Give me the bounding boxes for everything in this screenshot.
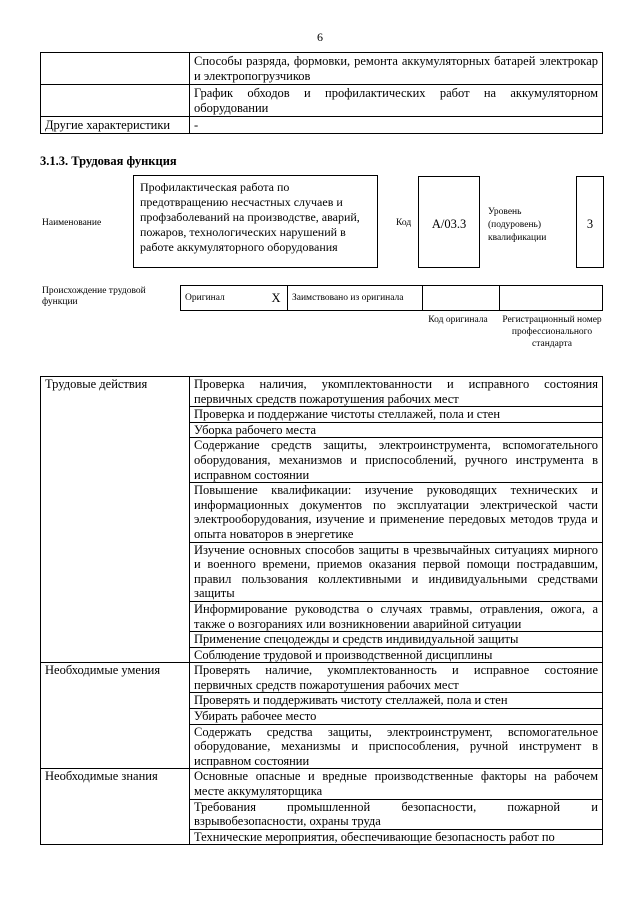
level-box: 3: [576, 176, 604, 268]
list-item: Требования промышленной безопасности, пожарной и взрывобезопасности, охраны труда: [190, 799, 603, 829]
code-box: А/03.3: [418, 176, 480, 268]
original-label: Оригинал: [181, 286, 266, 311]
list-item: Содержать средства защиты, электроинструмент, вспомогательное оборудование, механизмы и приспособления, ручной инструмент в исправном состоянии: [190, 724, 603, 769]
list-item: Содержание средств защиты, электроинструмента, вспомогательного оборудования, механизмов и приспособлений, ручного инструмента в исправном состоянии: [190, 438, 603, 483]
row-text: График обходов и профилактических работ на аккумуляторном оборудовании: [190, 85, 603, 117]
list-item: Соблюдение трудовой и производственной дисциплины: [190, 647, 603, 663]
name-label: Наименование: [42, 218, 102, 228]
list-item: Проверять и поддерживать чистоту стеллажей, пола и стен: [190, 693, 603, 709]
main-table: [40, 376, 603, 845]
list-item: Основные опасные и вредные производственные факторы на рабочем месте аккумуляторщика: [190, 769, 603, 799]
origin-table: [180, 285, 603, 311]
table-row: [41, 117, 603, 134]
page-number: 6: [317, 30, 323, 44]
table-row: [41, 632, 603, 648]
origin-label: Происхождение трудовой функции: [42, 286, 146, 307]
list-item: Проверка и поддержание чистоты стеллажей, пола и стен: [190, 407, 603, 423]
list-item: Изучение основных способов защиты в чрезвычайных ситуациях мирного и военного времени, приемов оказания первой помощи пострадавшим, правил пользования коллективными и индивидуальными средствами защиты: [190, 542, 603, 601]
section-title: 3.1.3. Трудовая функция: [40, 154, 177, 168]
row-label: Другие характеристики: [41, 117, 190, 134]
list-item: Применение спецодежды и средств индивидуальной защиты: [190, 632, 603, 648]
code-label: Код: [396, 218, 412, 228]
group-label: Трудовые действия: [41, 377, 190, 407]
row-text: Способы разряда, формовки, ремонта аккумуляторных батарей электрокар и электропогрузчиков: [190, 53, 603, 85]
table-row: [41, 53, 603, 85]
level-label: Уровень (подуровень) квалификации: [488, 207, 547, 243]
row-label: [41, 85, 190, 117]
table-row: [41, 483, 603, 542]
list-item: Убирать рабочее место: [190, 709, 603, 725]
list-item: Повышение квалификации: изучение руководящих технических и информационных документов по эксплуатации электрической части электрооборудования, изучение и применение передовых методов труда и опыта новаторов в энергетике: [190, 483, 603, 542]
top-table: [40, 52, 603, 134]
table-row: [41, 542, 603, 601]
borrowed-label: Заимствовано из оригинала: [288, 286, 423, 311]
table-row: [41, 407, 603, 423]
row-text: -: [190, 117, 603, 134]
table-row: [41, 693, 603, 709]
reg-number-caption: Регистрационный номер профессионального стандарта: [502, 315, 602, 349]
origin-code-cell: [423, 286, 500, 311]
row-label: [41, 53, 190, 85]
reg-number-cell: [500, 286, 603, 311]
table-row: [41, 663, 603, 693]
list-item: Информирование руководства о случаях травмы, отравления, ожога, а также о возгораниях или возникновении аварийной ситуации: [190, 601, 603, 631]
function-name-box: Профилактическая работа по предотвращению несчастных случаев и профзаболеваний на производстве, аварий, пожаров, технологических нарушений в работе аккумуляторного оборудования: [133, 175, 378, 268]
list-item: Уборка рабочего места: [190, 422, 603, 438]
list-item: Проверка наличия, укомплектованности и исправного состояния первичных средств пожаротушения рабочих мест: [190, 377, 603, 407]
table-row: [41, 799, 603, 829]
original-mark: X: [265, 286, 288, 311]
group-label: Необходимые умения: [41, 663, 190, 693]
table-row: [41, 422, 603, 438]
list-item: Технические мероприятия, обеспечивающие безопасность работ по: [190, 829, 603, 845]
table-row: [41, 438, 603, 483]
table-row: [41, 85, 603, 117]
table-row: [41, 769, 603, 799]
table-row: [41, 601, 603, 631]
table-row: [41, 709, 603, 725]
list-item: Проверять наличие, укомплектованность и исправное состояние первичных средств пожаротушения рабочих мест: [190, 663, 603, 693]
table-row: [41, 377, 603, 407]
table-row: [41, 647, 603, 663]
table-row: [41, 829, 603, 845]
origin-code-caption: Код оригинала: [428, 315, 488, 325]
table-row: [41, 724, 603, 769]
group-label: Необходимые знания: [41, 769, 190, 799]
